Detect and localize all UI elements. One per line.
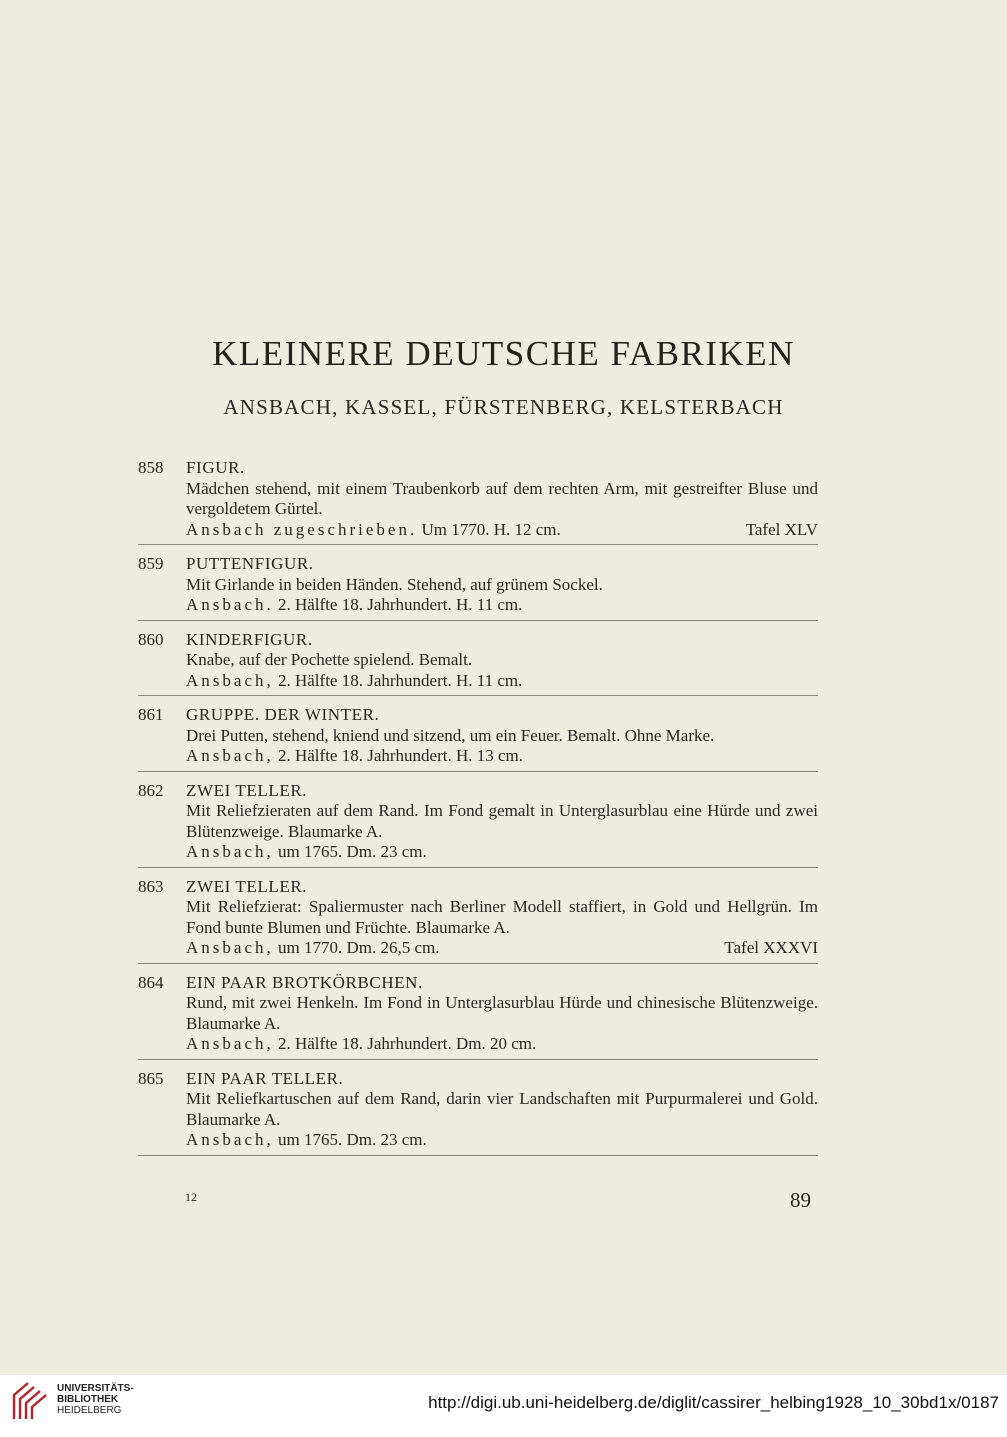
catalogue-entry [138,630,818,697]
entry-details: 2. Hälfte 18. Jahrhundert. H. 11 cm. [277,595,523,614]
entry-description: Mit Reliefkartuschen auf dem Rand, darin vier Landschaften mit Purpurmalerei und Gold. Blaumarke A. [186,1089,818,1129]
entry-description: Rund, mit zwei Henkeln. Im Fond in Unterglasurblau Hürde und chinesische Blütenzweige. Blaumarke A. [186,993,818,1033]
entry-place: Ansbach, [186,746,274,765]
entry-details: um 1765. Dm. 23 cm. [277,842,427,861]
library-line-1: UNIVERSITÄTS- [57,1383,134,1394]
entry-number: 859 [138,554,164,573]
entry-place: Ansbach, [186,670,274,690]
library-line-2: BIBLIOTHEK [57,1394,119,1405]
entry-details: Um 1770. H. 12 cm. [421,519,561,539]
catalogue-entries [138,458,818,1165]
entry-number: 862 [138,780,164,800]
entry-place: Ansbach, [186,1130,274,1149]
entry-details: um 1765. Dm. 23 cm. [277,1130,427,1149]
library-name [57,1383,134,1416]
catalogue-entry [138,705,818,772]
entry-description: Mit Reliefzierat: Spaliermuster nach Berliner Modell staffiert, in Gold und Hellgrün. Im Fond bunte Blumen und Früchte. Blaumarke A. [186,897,818,937]
entry-heading: EIN PAAR BROTKÖRBCHEN. [186,972,423,992]
entry-description: Drei Putten, stehend, kniend und sitzend, um ein Feuer. Bemalt. Ohne Marke. [186,725,715,745]
entry-number: 858 [138,458,164,477]
library-line-3: HEIDELBERG [57,1405,122,1416]
entry-description: Mit Girlande in beiden Händen. Stehend, auf grünem Sockel. [186,574,603,594]
entry-description: Mit Reliefzieraten auf dem Rand. Im Fond gemalt in Unterglasurblau eine Hürde und zwei Blütenzweige. Blaumarke A. [186,801,818,841]
catalogue-entry [138,973,818,1060]
entry-place: Ansbach, [186,938,274,957]
entry-details: 2. Hälfte 18. Jahrhundert. H. 11 cm. [277,670,523,690]
entry-place: Ansbach, [186,842,274,861]
entry-plate: Tafel XXXVI [724,938,818,957]
catalogue-entry [138,877,818,964]
entry-heading: KINDERFIGUR. [186,629,313,649]
signature-mark: 12 [185,1190,197,1204]
page-subtitle: ANSBACH, KASSEL, FÜRSTENBERG, KELSTERBACH [223,395,784,419]
entry-description: Mädchen stehend, mit einem Traubenkorb auf dem rechten Arm, mit gestreifter Bluse und vergoldetem Gürtel. [186,478,818,518]
entry-heading: GRUPPE. DER WINTER. [186,705,380,724]
catalogue-entry [138,781,818,868]
entry-heading: EIN PAAR TELLER. [186,1068,344,1088]
catalogue-entry [138,1069,818,1156]
entry-heading: ZWEI TELLER. [186,876,308,896]
entry-place: Ansbach. [186,595,274,614]
entry-number: 865 [138,1068,164,1088]
library-logo-icon [10,1379,50,1423]
catalogue-entry [138,554,818,621]
entry-plate: Tafel XLV [745,519,818,539]
entry-place: Ansbach zugeschrieben. [186,519,418,539]
source-url[interactable]: http://digi.ub.uni-heidelberg.de/diglit/cassirer_helbing1928_10_30bd1x/0187 [428,1393,999,1412]
entry-details: 2. Hälfte 18. Jahrhundert. H. 13 cm. [277,746,524,765]
entry-details: 2. Hälfte 18. Jahrhundert. Dm. 20 cm. [277,1034,537,1053]
entry-heading: PUTTENFIGUR. [186,554,314,573]
entry-number: 864 [138,972,164,992]
entry-details: um 1770. Dm. 26,5 cm. [277,938,440,957]
entry-heading: FIGUR. [186,458,245,477]
page-title: KLEINERE DEUTSCHE FABRIKEN [212,334,795,373]
entry-heading: ZWEI TELLER. [186,780,308,800]
entry-number: 860 [138,629,164,649]
entry-place: Ansbach, [186,1034,274,1053]
entry-description: Knabe, auf der Pochette spielend. Bemalt. [186,650,473,669]
catalogue-entry [138,458,818,545]
page-number: 89 [790,1188,811,1212]
entry-number: 861 [138,705,164,724]
entry-number: 863 [138,876,164,896]
